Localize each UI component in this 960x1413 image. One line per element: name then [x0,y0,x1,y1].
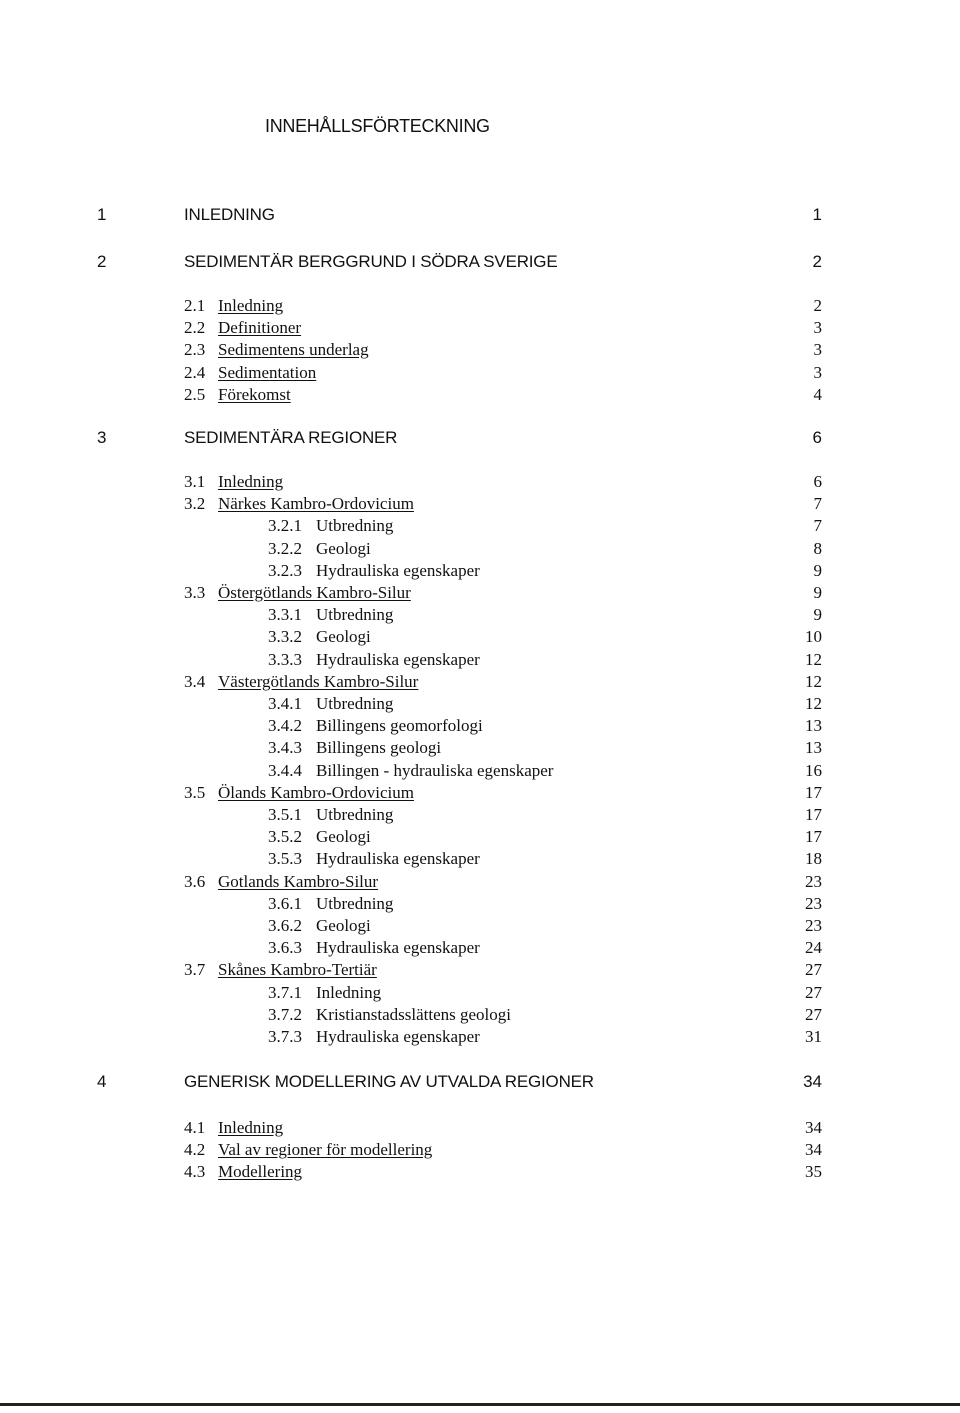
subsection-title: Utbredning [316,894,394,913]
subsection-number: 3.4.3 [268,738,302,757]
subsection-title: Geologi [316,827,371,846]
subsection-page-number: 16 [805,761,822,780]
subsection-title: Utbredning [316,805,394,824]
section-title: Västergötlands Kambro-Silur [218,672,419,691]
chapter-page-number: 34 [803,1072,822,1091]
subsection-page-number: 23 [805,894,822,913]
subsection-page-number: 9 [813,605,822,624]
subsection-page-number: 27 [805,983,822,1002]
subsection-page-number: 24 [805,938,822,957]
section-title: Ölands Kambro-Ordovicium [218,783,414,802]
subsection-title: Billingen - hydrauliska egenskaper [316,761,554,780]
toc-chapter-row[interactable] [0,428,960,454]
chapter-number: 2 [97,252,107,271]
subsection-number: 3.2.3 [268,561,302,580]
section-page-number: 34 [805,1118,822,1137]
subsection-page-number: 31 [805,1027,822,1046]
toc-subsection-row[interactable] [0,1027,960,1053]
subsection-page-number: 8 [813,539,822,558]
chapter-number: 4 [97,1072,107,1091]
section-page-number: 9 [813,583,822,602]
subsection-page-number: 9 [813,561,822,580]
toc-section-row[interactable] [0,1162,960,1188]
chapter-page-number: 2 [812,252,822,271]
section-title: Inledning [218,1118,284,1137]
subsection-number: 3.5.3 [268,849,302,868]
subsection-number: 3.5.2 [268,827,302,846]
bottom-rule [0,1403,960,1406]
section-title: Definitioner [218,318,302,337]
section-page-number: 7 [813,494,822,513]
subsection-title: Utbredning [316,694,394,713]
subsection-page-number: 23 [805,916,822,935]
section-number: 3.4 [184,672,206,691]
subsection-number: 3.2.2 [268,539,302,558]
subsection-title: Billingens geomorfologi [316,716,483,735]
subsection-number: 3.7.1 [268,983,302,1002]
section-number: 2.4 [184,363,206,382]
toc-chapter-row[interactable] [0,205,960,231]
subsection-title: Geologi [316,539,371,558]
subsection-page-number: 12 [805,694,822,713]
subsection-number: 3.2.1 [268,516,302,535]
subsection-number: 3.6.2 [268,916,302,935]
section-page-number: 27 [805,960,822,979]
section-number: 3.5 [184,783,206,802]
section-number: 2.3 [184,340,206,359]
section-title: Närkes Kambro-Ordovicium [218,494,414,513]
section-page-number: 3 [813,340,822,359]
section-number: 2.2 [184,318,206,337]
subsection-page-number: 18 [805,849,822,868]
section-page-number: 3 [813,318,822,337]
section-title: Gotlands Kambro-Silur [218,872,379,891]
section-number: 2.1 [184,296,206,315]
subsection-number: 3.3.1 [268,605,302,624]
subsection-title: Hydrauliska egenskaper [316,650,480,669]
subsection-title: Billingens geologi [316,738,442,757]
subsection-number: 3.3.3 [268,650,302,669]
subsection-title: Utbredning [316,605,394,624]
section-number: 4.2 [184,1140,206,1159]
subsection-number: 3.4.2 [268,716,302,735]
section-title: Inledning [218,472,284,491]
subsection-number: 3.4.1 [268,694,302,713]
subsection-title: Utbredning [316,516,394,535]
chapter-number: 3 [97,428,107,447]
subsection-number: 3.4.4 [268,761,302,780]
section-page-number: 17 [805,783,822,802]
subsection-number: 3.7.2 [268,1005,302,1024]
page-title: INNEHÅLLSFÖRTECKNING [265,116,490,136]
section-page-number: 23 [805,872,822,891]
section-title: Modellering [218,1162,303,1181]
section-title: Sedimentation [218,363,317,382]
section-title: Val av regioner för modellering [218,1140,433,1159]
section-title: Östergötlands Kambro-Silur [218,583,411,602]
toc-chapter-row[interactable] [0,1072,960,1098]
subsection-page-number: 10 [805,627,822,646]
section-title: Förekomst [218,385,291,404]
chapter-number: 1 [97,205,107,224]
section-number: 2.5 [184,385,206,404]
section-page-number: 3 [813,363,822,382]
subsection-page-number: 27 [805,1005,822,1024]
chapter-title: INLEDNING [184,205,275,224]
section-number: 4.3 [184,1162,206,1181]
subsection-number: 3.6.3 [268,938,302,957]
subsection-page-number: 13 [805,738,822,757]
chapter-title: GENERISK MODELLERING AV UTVALDA REGIONER [184,1072,594,1091]
subsection-page-number: 17 [805,827,822,846]
section-title: Skånes Kambro-Tertiär [218,960,377,979]
toc-section-row[interactable] [0,385,960,411]
section-number: 3.1 [184,472,206,491]
subsection-number: 3.7.3 [268,1027,302,1046]
chapter-page-number: 6 [812,428,822,447]
toc-chapter-row[interactable] [0,252,960,278]
subsection-title: Geologi [316,627,371,646]
chapter-page-number: 1 [812,205,822,224]
subsection-number: 3.5.1 [268,805,302,824]
subsection-title: Kristianstadsslättens geologi [316,1005,512,1024]
section-number: 4.1 [184,1118,206,1137]
section-page-number: 35 [805,1162,822,1181]
section-page-number: 2 [813,296,822,315]
subsection-page-number: 17 [805,805,822,824]
subsection-title: Hydrauliska egenskaper [316,1027,480,1046]
section-page-number: 12 [805,672,822,691]
chapter-title: SEDIMENTÄR BERGGRUND I SÖDRA SVERIGE [184,252,558,271]
subsection-title: Geologi [316,916,371,935]
subsection-page-number: 13 [805,716,822,735]
section-title: Sedimentens underlag [218,340,369,359]
section-page-number: 4 [813,385,822,404]
section-title: Inledning [218,296,284,315]
section-number: 3.7 [184,960,206,979]
subsection-title: Inledning [316,983,382,1002]
section-number: 3.6 [184,872,206,891]
section-number: 3.3 [184,583,206,602]
section-page-number: 34 [805,1140,822,1159]
subsection-number: 3.6.1 [268,894,302,913]
section-page-number: 6 [813,472,822,491]
subsection-title: Hydrauliska egenskaper [316,849,480,868]
subsection-title: Hydrauliska egenskaper [316,561,480,580]
subsection-page-number: 12 [805,650,822,669]
chapter-title: SEDIMENTÄRA REGIONER [184,428,398,447]
subsection-number: 3.3.2 [268,627,302,646]
section-number: 3.2 [184,494,206,513]
subsection-title: Hydrauliska egenskaper [316,938,480,957]
subsection-page-number: 7 [813,516,822,535]
